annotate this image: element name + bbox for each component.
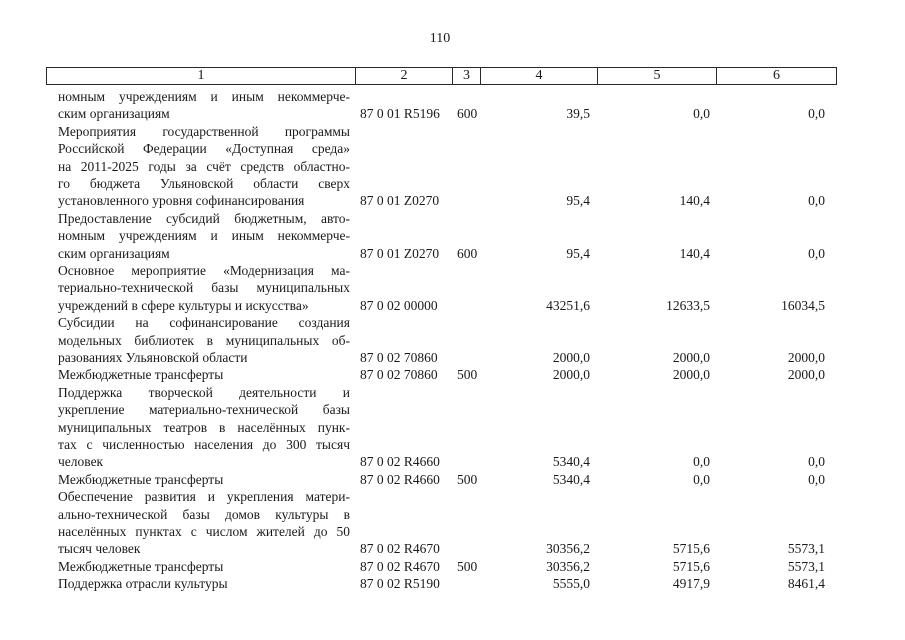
description-line: Мероприятия государственной программы — [58, 123, 350, 139]
row-description — [58, 88, 350, 123]
description-line: человек — [58, 454, 104, 470]
table-row — [0, 262, 905, 314]
row-description — [58, 210, 350, 262]
table-row — [0, 314, 905, 366]
value-2024-cell: 5715,6 — [672, 541, 710, 557]
description-line: ально-технической базы домов культуры в — [58, 506, 350, 522]
type-cell: 600 — [457, 245, 478, 261]
value-2023-cell: 43251,6 — [546, 297, 590, 313]
value-2024-cell: 2000,0 — [672, 367, 710, 383]
description-line: го бюджета Ульяновской области сверх — [58, 176, 350, 192]
code-cell: 87 0 02 R4660 — [360, 454, 440, 470]
code-cell: 87 0 02 R4670 — [360, 558, 440, 574]
value-2025-cell: 16034,5 — [781, 297, 825, 313]
code-cell: 87 0 01 Z0270 — [360, 245, 440, 261]
description-line: Поддержка отрасли культуры — [58, 576, 228, 592]
value-2025-cell: 0,0 — [808, 106, 825, 122]
description-line: учреждений в сфере культуры и искусства» — [58, 297, 309, 313]
column-header-4: 4 — [481, 68, 598, 84]
table-header — [46, 67, 837, 85]
type-cell: 500 — [457, 471, 478, 487]
description-line: муниципальных театров в населённых пунк- — [58, 419, 350, 435]
description-line: Обеспечение развития и укрепления матери- — [58, 489, 350, 505]
row-description — [58, 488, 350, 558]
code-cell: 87 0 02 70860 — [360, 367, 438, 383]
description-line: Межбюджетные трансферты — [58, 558, 224, 574]
column-header-2: 2 — [356, 68, 453, 84]
table-row — [0, 366, 905, 383]
description-line: териально-технической базы муниципальных — [58, 280, 350, 296]
description-line: Межбюджетные трансферты — [58, 367, 224, 383]
description-line: Предоставление субсидий бюджетным, авто- — [58, 210, 350, 226]
value-2025-cell: 5573,1 — [787, 541, 825, 557]
value-2023-cell: 5555,0 — [552, 576, 590, 592]
value-2024-cell: 140,4 — [679, 245, 710, 261]
description-line: тысяч человек — [58, 541, 141, 557]
value-2023-cell: 2000,0 — [552, 349, 590, 365]
table-row — [0, 210, 905, 262]
table-body — [0, 88, 905, 593]
type-cell: 500 — [457, 558, 478, 574]
value-2025-cell: 5573,1 — [787, 558, 825, 574]
value-2025-cell: 2000,0 — [787, 367, 825, 383]
column-header-5: 5 — [598, 68, 717, 84]
code-cell: 87 0 01 Z0270 — [360, 193, 440, 209]
value-2023-cell: 2000,0 — [552, 367, 590, 383]
table-row — [0, 123, 905, 210]
page-number: 110 — [429, 31, 451, 46]
row-description — [58, 558, 350, 575]
table-row — [0, 384, 905, 471]
code-cell: 87 0 02 R4670 — [360, 541, 440, 557]
value-2024-cell: 5715,6 — [672, 558, 710, 574]
value-2024-cell: 0,0 — [693, 454, 710, 470]
row-description — [58, 262, 350, 314]
value-2025-cell: 8461,4 — [787, 576, 825, 592]
value-2023-cell: 30356,2 — [546, 541, 590, 557]
description-line: на 2011-2025 годы за счёт средств областно- — [58, 158, 350, 174]
description-line: установленного уровня софинансирования — [58, 193, 305, 209]
description-line: Поддержка творческой деятельности и — [58, 384, 350, 400]
table-row — [0, 471, 905, 488]
column-header-1: 1 — [47, 68, 356, 84]
value-2023-cell: 95,4 — [566, 193, 590, 209]
description-line: Субсидии на софинансирование создания — [58, 315, 350, 331]
value-2024-cell: 0,0 — [693, 106, 710, 122]
description-line: ским организациям — [58, 245, 170, 261]
column-header-6: 6 — [773, 68, 780, 83]
row-description — [58, 575, 350, 592]
value-2025-cell: 2000,0 — [787, 349, 825, 365]
value-2023-cell: 30356,2 — [546, 558, 590, 574]
value-2023-cell: 95,4 — [566, 245, 590, 261]
row-description — [58, 123, 350, 210]
value-2023-cell: 5340,4 — [552, 471, 590, 487]
description-line: населённых пунктах с числом жителей до 50 — [58, 523, 350, 539]
value-2024-cell: 4917,9 — [672, 576, 710, 592]
table-row — [0, 575, 905, 592]
value-2024-cell: 140,4 — [679, 193, 710, 209]
value-2024-cell: 12633,5 — [666, 297, 710, 313]
description-line: Основное мероприятие «Модернизация ма- — [58, 262, 350, 278]
value-2023-cell: 5340,4 — [552, 454, 590, 470]
value-2025-cell: 0,0 — [808, 193, 825, 209]
code-cell: 87 0 02 00000 — [360, 297, 438, 313]
row-description — [58, 384, 350, 471]
table-row — [0, 558, 905, 575]
value-2024-cell: 2000,0 — [672, 349, 710, 365]
description-line: Российской Федерации «Доступная среда» — [58, 141, 350, 157]
code-cell: 87 0 02 R5190 — [360, 576, 440, 592]
table-row — [0, 488, 905, 558]
description-line: номным учреждениям и иным некоммерче- — [58, 228, 350, 244]
table-row — [0, 88, 905, 123]
description-line: укрепление материально-технической базы — [58, 402, 350, 418]
value-2024-cell: 0,0 — [693, 471, 710, 487]
value-2025-cell: 0,0 — [808, 245, 825, 261]
type-cell: 500 — [457, 367, 478, 383]
row-description — [58, 314, 350, 366]
code-cell: 87 0 01 R5196 — [360, 106, 440, 122]
column-header-3: 3 — [453, 68, 481, 84]
code-cell: 87 0 02 R4660 — [360, 471, 440, 487]
row-description — [58, 366, 350, 383]
row-description — [58, 471, 350, 488]
value-2025-cell: 0,0 — [808, 454, 825, 470]
type-cell: 600 — [457, 106, 478, 122]
code-cell: 87 0 02 70860 — [360, 349, 438, 365]
description-line: разованиях Ульяновской области — [58, 349, 248, 365]
description-line: номным учреждениям и иным некоммерче- — [58, 89, 350, 104]
description-line: тах с численностью населения до 300 тысяч — [58, 436, 350, 452]
description-line: модельных библиотек в муниципальных об- — [58, 332, 350, 348]
value-2025-cell: 0,0 — [808, 471, 825, 487]
description-line: ским организациям — [58, 106, 170, 122]
description-line: Межбюджетные трансферты — [58, 471, 224, 487]
value-2023-cell: 39,5 — [566, 106, 590, 122]
